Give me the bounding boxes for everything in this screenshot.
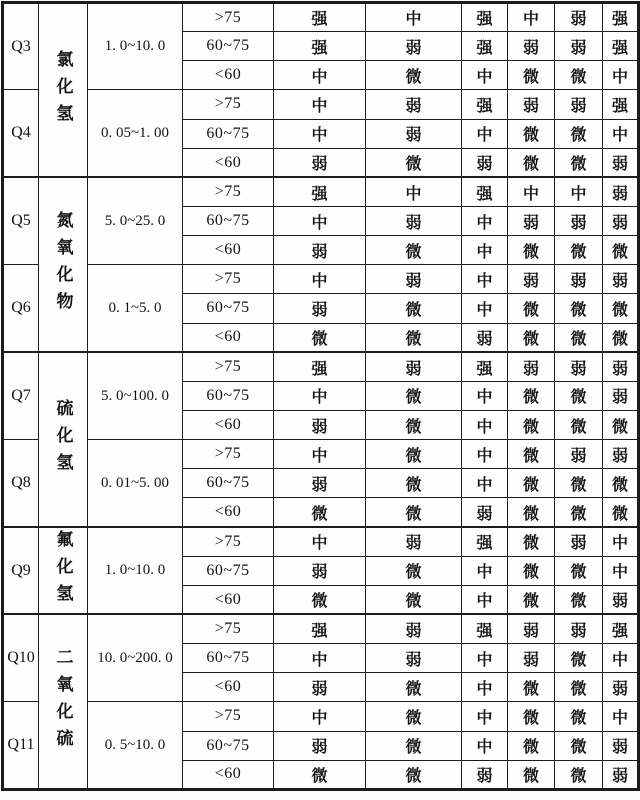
intensity-value: 弱 xyxy=(462,760,508,789)
percent-band-label: >75 xyxy=(183,177,274,206)
intensity-value: 强 xyxy=(462,352,508,381)
intensity-value: 微 xyxy=(555,731,603,760)
chemical-name: 氮氧化物 xyxy=(39,177,88,352)
percent-band-label: <60 xyxy=(183,760,274,789)
intensity-value: 微 xyxy=(555,119,603,148)
intensity-value: 弱 xyxy=(508,352,555,381)
intensity-value: 中 xyxy=(555,177,603,206)
intensity-value: 微 xyxy=(603,294,639,323)
intensity-value: 中 xyxy=(462,119,508,148)
chemical-name: 氯化氢 xyxy=(39,3,88,178)
intensity-value: 强 xyxy=(274,352,366,381)
q-label: Q6 xyxy=(3,265,39,352)
intensity-value: 弱 xyxy=(603,381,639,410)
intensity-value: 微 xyxy=(555,61,603,90)
intensity-value: 强 xyxy=(462,32,508,61)
intensity-value: 微 xyxy=(508,236,555,265)
percent-band-label: 60~75 xyxy=(183,381,274,410)
intensity-value: 微 xyxy=(508,527,555,556)
intensity-value: 强 xyxy=(462,527,508,556)
intensity-value: 弱 xyxy=(274,469,366,498)
percent-band-label: >75 xyxy=(183,702,274,731)
intensity-value: 微 xyxy=(366,323,462,352)
intensity-value: 微 xyxy=(603,469,639,498)
intensity-value: 弱 xyxy=(555,614,603,643)
intensity-value: 中 xyxy=(462,61,508,90)
intensity-value: 弱 xyxy=(603,731,639,760)
intensity-value: 弱 xyxy=(508,644,555,673)
intensity-value: 弱 xyxy=(274,673,366,702)
intensity-value: 弱 xyxy=(366,90,462,119)
intensity-value: 中 xyxy=(274,644,366,673)
intensity-value: 弱 xyxy=(366,644,462,673)
intensity-value: 微 xyxy=(274,323,366,352)
intensity-value: 微 xyxy=(366,61,462,90)
concentration-range: 0. 1~5. 0 xyxy=(88,265,183,352)
intensity-value: 中 xyxy=(462,381,508,410)
intensity-value: 中 xyxy=(603,119,639,148)
intensity-value: 强 xyxy=(274,3,366,32)
intensity-value: 强 xyxy=(462,90,508,119)
concentration-range: 0. 01~5. 00 xyxy=(88,440,183,527)
intensity-value: 弱 xyxy=(555,352,603,381)
intensity-value: 强 xyxy=(603,3,639,32)
intensity-value: 弱 xyxy=(603,673,639,702)
intensity-value: 微 xyxy=(508,469,555,498)
intensity-value: 弱 xyxy=(462,498,508,527)
intensity-value: 弱 xyxy=(603,265,639,294)
intensity-value: 微 xyxy=(508,673,555,702)
intensity-value: 中 xyxy=(274,265,366,294)
intensity-value: 微 xyxy=(508,498,555,527)
intensity-value: 微 xyxy=(508,410,555,439)
intensity-value: 弱 xyxy=(603,760,639,789)
percent-band-label: 60~75 xyxy=(183,556,274,585)
intensity-value: 微 xyxy=(508,731,555,760)
intensity-value: 微 xyxy=(366,148,462,177)
chemical-name: 二氧化硫 xyxy=(39,614,88,789)
intensity-value: 弱 xyxy=(274,294,366,323)
intensity-value: 微 xyxy=(366,381,462,410)
intensity-value: 中 xyxy=(508,3,555,32)
intensity-value: 弱 xyxy=(603,177,639,206)
intensity-value: 弱 xyxy=(555,206,603,235)
intensity-value: 弱 xyxy=(555,3,603,32)
intensity-value: 中 xyxy=(366,177,462,206)
intensity-value: 弱 xyxy=(603,440,639,469)
intensity-value: 中 xyxy=(603,61,639,90)
intensity-value: 弱 xyxy=(366,32,462,61)
intensity-value: 微 xyxy=(603,410,639,439)
intensity-value: 弱 xyxy=(366,352,462,381)
intensity-value: 中 xyxy=(603,702,639,731)
concentration-range: 0. 5~10. 0 xyxy=(88,702,183,790)
intensity-value: 微 xyxy=(366,585,462,614)
intensity-value: 微 xyxy=(274,498,366,527)
table-row xyxy=(3,614,639,643)
intensity-value: 弱 xyxy=(555,265,603,294)
intensity-value: 微 xyxy=(603,323,639,352)
intensity-value: 微 xyxy=(274,760,366,789)
intensity-value: 弱 xyxy=(555,440,603,469)
percent-band-label: <60 xyxy=(183,498,274,527)
intensity-value: 强 xyxy=(462,614,508,643)
table-row xyxy=(3,527,639,556)
intensity-value: 弱 xyxy=(603,352,639,381)
intensity-value: 弱 xyxy=(603,148,639,177)
intensity-value: 微 xyxy=(508,323,555,352)
concentration-range: 1. 0~10. 0 xyxy=(88,3,183,90)
intensity-value: 中 xyxy=(274,381,366,410)
q-label: Q11 xyxy=(3,702,39,790)
intensity-value: 微 xyxy=(508,585,555,614)
intensity-value: 中 xyxy=(508,177,555,206)
percent-band-label: <60 xyxy=(183,61,274,90)
intensity-value: 中 xyxy=(603,527,639,556)
intensity-value: 弱 xyxy=(508,614,555,643)
intensity-value: 中 xyxy=(462,644,508,673)
intensity-value: 微 xyxy=(366,760,462,789)
intensity-value: 弱 xyxy=(508,265,555,294)
intensity-value: 微 xyxy=(274,585,366,614)
intensity-value: 微 xyxy=(555,469,603,498)
table-row xyxy=(3,3,639,32)
intensity-value: 强 xyxy=(603,90,639,119)
percent-band-label: <60 xyxy=(183,673,274,702)
intensity-value: 中 xyxy=(462,702,508,731)
intensity-value: 中 xyxy=(274,61,366,90)
intensity-value: 微 xyxy=(555,294,603,323)
intensity-value: 微 xyxy=(555,556,603,585)
intensity-value: 弱 xyxy=(555,32,603,61)
q-label: Q3 xyxy=(3,3,39,90)
percent-band-label: >75 xyxy=(183,352,274,381)
intensity-value: 微 xyxy=(555,498,603,527)
percent-band-label: <60 xyxy=(183,236,274,265)
intensity-value: 强 xyxy=(603,614,639,643)
intensity-value: 中 xyxy=(462,469,508,498)
intensity-value: 微 xyxy=(508,119,555,148)
intensity-value: 微 xyxy=(555,410,603,439)
concentration-range: 5. 0~100. 0 xyxy=(88,352,183,439)
intensity-value: 弱 xyxy=(366,527,462,556)
percent-band-label: >75 xyxy=(183,614,274,643)
percent-band-label: <60 xyxy=(183,323,274,352)
intensity-value: 强 xyxy=(462,177,508,206)
intensity-value: 微 xyxy=(366,556,462,585)
percent-band-label: 60~75 xyxy=(183,469,274,498)
intensity-value: 强 xyxy=(274,32,366,61)
intensity-value: 微 xyxy=(508,148,555,177)
percent-band-label: 60~75 xyxy=(183,119,274,148)
intensity-value: 中 xyxy=(462,265,508,294)
intensity-value: 弱 xyxy=(603,585,639,614)
intensity-value: 弱 xyxy=(274,148,366,177)
intensity-value: 中 xyxy=(462,206,508,235)
table-body xyxy=(3,3,639,790)
intensity-value: 微 xyxy=(366,236,462,265)
intensity-value: 微 xyxy=(508,440,555,469)
intensity-value: 微 xyxy=(555,323,603,352)
intensity-value: 中 xyxy=(274,90,366,119)
intensity-value: 弱 xyxy=(274,236,366,265)
percent-band-label: <60 xyxy=(183,148,274,177)
percent-band-label: 60~75 xyxy=(183,206,274,235)
intensity-value: 微 xyxy=(508,702,555,731)
intensity-value: 微 xyxy=(366,702,462,731)
intensity-value: 微 xyxy=(508,556,555,585)
intensity-value: 中 xyxy=(462,236,508,265)
table-row xyxy=(3,352,639,381)
intensity-value: 微 xyxy=(366,673,462,702)
intensity-value: 弱 xyxy=(462,148,508,177)
table-row xyxy=(3,90,639,119)
intensity-value: 微 xyxy=(555,381,603,410)
table-row xyxy=(3,440,639,469)
concentration-range: 10. 0~200. 0 xyxy=(88,614,183,701)
intensity-value: 微 xyxy=(555,236,603,265)
intensity-value: 微 xyxy=(555,702,603,731)
percent-band-label: <60 xyxy=(183,410,274,439)
intensity-value: 微 xyxy=(555,585,603,614)
intensity-value: 微 xyxy=(555,673,603,702)
intensity-value: 中 xyxy=(462,673,508,702)
table-row xyxy=(3,265,639,294)
intensity-value: 弱 xyxy=(366,119,462,148)
concentration-range: 5. 0~25. 0 xyxy=(88,177,183,264)
chemical-name: 氟化氢 xyxy=(39,527,88,614)
percent-band-label: >75 xyxy=(183,90,274,119)
intensity-value: 中 xyxy=(462,294,508,323)
intensity-value: 微 xyxy=(508,381,555,410)
percent-band-label: 60~75 xyxy=(183,294,274,323)
intensity-value: 微 xyxy=(555,148,603,177)
intensity-value: 弱 xyxy=(603,206,639,235)
intensity-value: 弱 xyxy=(366,265,462,294)
intensity-value: 中 xyxy=(274,206,366,235)
intensity-value: 微 xyxy=(366,294,462,323)
intensity-value: 中 xyxy=(366,3,462,32)
percent-band-label: 60~75 xyxy=(183,731,274,760)
intensity-value: 强 xyxy=(603,32,639,61)
percent-band-label: >75 xyxy=(183,3,274,32)
intensity-value: 中 xyxy=(462,585,508,614)
intensity-value: 中 xyxy=(462,731,508,760)
intensity-value: 微 xyxy=(366,410,462,439)
intensity-value: 强 xyxy=(274,614,366,643)
intensity-value: 中 xyxy=(274,527,366,556)
intensity-value: 强 xyxy=(274,177,366,206)
q-label: Q10 xyxy=(3,614,39,701)
percent-band-label: >75 xyxy=(183,440,274,469)
intensity-value: 中 xyxy=(274,119,366,148)
intensity-value: 中 xyxy=(274,440,366,469)
intensity-value: 中 xyxy=(462,410,508,439)
percent-band-label: 60~75 xyxy=(183,644,274,673)
intensity-value: 微 xyxy=(366,498,462,527)
intensity-value: 微 xyxy=(555,644,603,673)
intensity-value: 中 xyxy=(274,702,366,731)
intensity-value: 弱 xyxy=(274,731,366,760)
intensity-value: 微 xyxy=(366,469,462,498)
intensity-value: 中 xyxy=(462,556,508,585)
intensity-value: 弱 xyxy=(508,206,555,235)
intensity-value: 微 xyxy=(366,731,462,760)
intensity-value: 弱 xyxy=(366,614,462,643)
intensity-value: 微 xyxy=(603,236,639,265)
percent-band-label: >75 xyxy=(183,265,274,294)
intensity-value: 微 xyxy=(603,498,639,527)
q-label: Q8 xyxy=(3,440,39,527)
intensity-value: 微 xyxy=(508,760,555,789)
intensity-value: 中 xyxy=(603,644,639,673)
intensity-value: 弱 xyxy=(462,323,508,352)
intensity-value: 弱 xyxy=(555,527,603,556)
intensity-value: 强 xyxy=(462,3,508,32)
intensity-value: 中 xyxy=(462,440,508,469)
chemical-name: 硫化氢 xyxy=(39,352,88,527)
intensity-value: 弱 xyxy=(274,410,366,439)
percent-band-label: 60~75 xyxy=(183,32,274,61)
intensity-value: 微 xyxy=(366,440,462,469)
concentration-range: 0. 05~1. 00 xyxy=(88,90,183,177)
concentration-range: 1. 0~10. 0 xyxy=(88,527,183,614)
intensity-value: 弱 xyxy=(555,90,603,119)
odor-intensity-table xyxy=(1,1,640,791)
q-label: Q5 xyxy=(3,177,39,264)
intensity-value: 微 xyxy=(508,61,555,90)
q-label: Q7 xyxy=(3,352,39,439)
intensity-value: 微 xyxy=(555,760,603,789)
intensity-value: 弱 xyxy=(508,32,555,61)
percent-band-label: <60 xyxy=(183,585,274,614)
intensity-value: 弱 xyxy=(274,556,366,585)
q-label: Q9 xyxy=(3,527,39,614)
intensity-value: 弱 xyxy=(366,206,462,235)
intensity-value: 微 xyxy=(508,294,555,323)
intensity-value: 中 xyxy=(603,556,639,585)
table-row xyxy=(3,177,639,206)
intensity-value: 弱 xyxy=(508,90,555,119)
q-label: Q4 xyxy=(3,90,39,177)
percent-band-label: >75 xyxy=(183,527,274,556)
table-row xyxy=(3,702,639,731)
